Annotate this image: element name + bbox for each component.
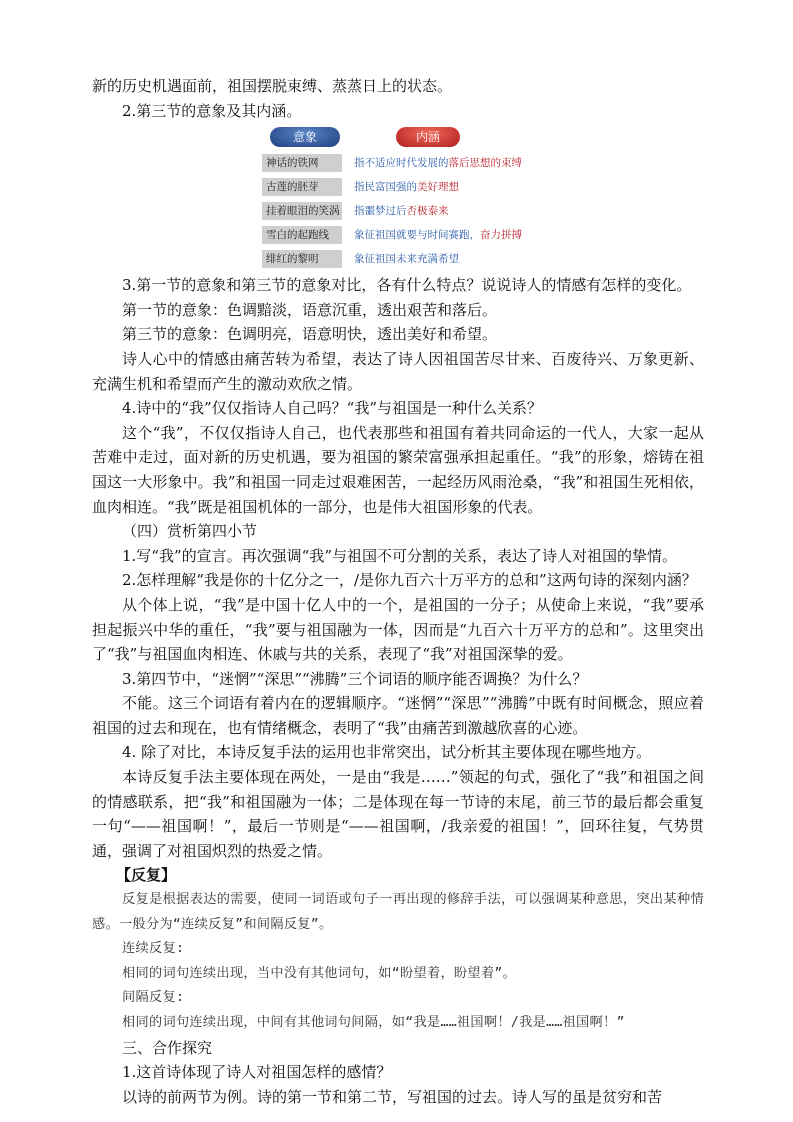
definition-text: 相同的词句连续出现，当中没有其他词句，如“盼望着，盼望着”。 <box>122 965 517 981</box>
document-page <box>92 74 704 1109</box>
answer: 从个体上说，“我”是中国十亿人中的一个，是祖国的一分子；从使命上来说，“我”要承担起振兴中华的重任，“我”要与祖国融为一体，因而是“九百六十万平方的总和”。这里突出了“我”与祖国血肉相连、休戚与共的关系，表现了“我”对祖国深挚的爱。 <box>92 595 704 664</box>
paragraph: 新的历史机遇面前，祖国摆脱束缚、蒸蒸日上的状态。 <box>92 77 453 95</box>
answer: 诗人心中的情感由痛苦转为希望，表达了诗人因祖国苦尽甘来、百废待兴、万象更新、充满生机和希望而产生的激动欢欣之情。 <box>92 349 704 393</box>
answer: 以诗的前两节为例。诗的第一节和第二节，写祖国的过去。诗人写的虽是贫穷和苦 <box>122 1087 663 1106</box>
imagery-box: 挂着眼泪的笑涡 <box>262 202 342 220</box>
definition-label: 连续反复: <box>122 941 185 957</box>
term-heading: 【反复】 <box>116 866 177 885</box>
meaning-text: 象征祖国未来充满希望 <box>354 253 459 266</box>
question: 4.诗中的“我”仅仅指诗人自己吗？“我”与祖国是一种什么关系？ <box>122 399 542 418</box>
section-heading: （四）赏析第四小节 <box>122 522 258 541</box>
imagery-box: 雪白的起跑线 <box>262 226 342 244</box>
meaning-text: 指不适应时代发展的落后思想的束缚 <box>354 157 522 170</box>
answer: 第一节的意象：色调黯淡，语意沉重，透出艰苦和落后。 <box>122 300 498 319</box>
question: 1.这首诗体现了诗人对祖国怎样的感情？ <box>122 1063 392 1082</box>
imagery-diagram <box>92 127 704 267</box>
meaning-text: 指噩梦过后否极泰来 <box>354 205 449 218</box>
meaning-text: 指民富国强的美好理想 <box>354 181 459 194</box>
definition-text: 反复是根据表达的需要，使同一词语或句子一再出现的修辞手法，可以强调某种意思，突出某种情感。一般分为“连续反复”和间隔反复”。 <box>92 892 704 932</box>
definition-label: 间隔反复: <box>122 990 185 1006</box>
answer: 本诗反复手法主要体现在两处，一是由“我是……”领起的句式，强化了“我”和祖国之间的情感联系，把“我”和祖国融为一体；二是体现在每一节诗的末尾，前三节的最后都会重复一句“——祖国啊！”，最后一节则是“——祖国啊，/我亲爱的祖国！”，回环往复，气势贯通，强调了对祖国炽烈的热爱之情。 <box>92 768 704 860</box>
imagery-box: 绯红的黎明 <box>262 250 342 268</box>
answer: 1.写“我”的宣言。再次强调“我”与祖国不可分割的关系，表达了诗人对祖国的挚情。 <box>122 546 677 565</box>
section-heading: 三、合作探究 <box>122 1038 213 1057</box>
imagery-box: 古莲的胚芽 <box>262 178 342 196</box>
answer: 这个“我”，不仅仅指诗人自己，也代表那些和祖国有着共同命运的一代人，大家一起从苦难中走过，面对新的历史机遇，要为祖国的繁荣富强承担起重任。“我”的形象，熔铸在祖国这一大形象中。我”和祖国一同走过艰难困苦，一起经历风雨沧桑，“我”和祖国生死相依，血肉相连。“我”既是祖国机体的一部分，也是伟大祖国形象的代表。 <box>92 423 704 516</box>
definition-text: 相同的词句连续出现，中间有其他词句间隔，如“我是……祖国啊！/我是……祖国啊！” <box>122 1015 625 1030</box>
question: 4. 除了对比，本诗反复手法的运用也非常突出，试分析其主要体现在哪些地方。 <box>122 743 652 762</box>
meaning-header-pill: 内涵 <box>396 127 460 147</box>
answer: 不能。这三个词语有着内在的逻辑顺序。“迷惘”“深思”“沸腾”中既有时间概念，照应着祖国的过去和现在，也有情绪概念，表明了“我”由痛苦到激越欣喜的心迹。 <box>92 694 704 737</box>
question: 2.怎样理解“我是你的十亿分之一，/是你九百六十万平方的总和”这两句诗的深刻内涵？ <box>122 571 697 590</box>
subheading: 2.第三节的意象及其内涵。 <box>122 101 302 120</box>
question: 3.第一节的意象和第三节的意象对比，各有什么特点？说说诗人的情感有怎样的变化。 <box>122 276 692 295</box>
imagery-header-pill: 意象 <box>270 127 340 147</box>
question: 3.第四节中，“迷惘”“深思”“沸腾”三个词语的顺序能否调换？为什么？ <box>122 669 588 688</box>
answer: 第三节的意象：色调明亮，语意明快，透出美好和希望。 <box>122 325 498 344</box>
imagery-box: 神话的铁网 <box>262 154 342 172</box>
meaning-text: 象征祖国就要与时间赛跑，奋力拼搏 <box>354 229 522 242</box>
